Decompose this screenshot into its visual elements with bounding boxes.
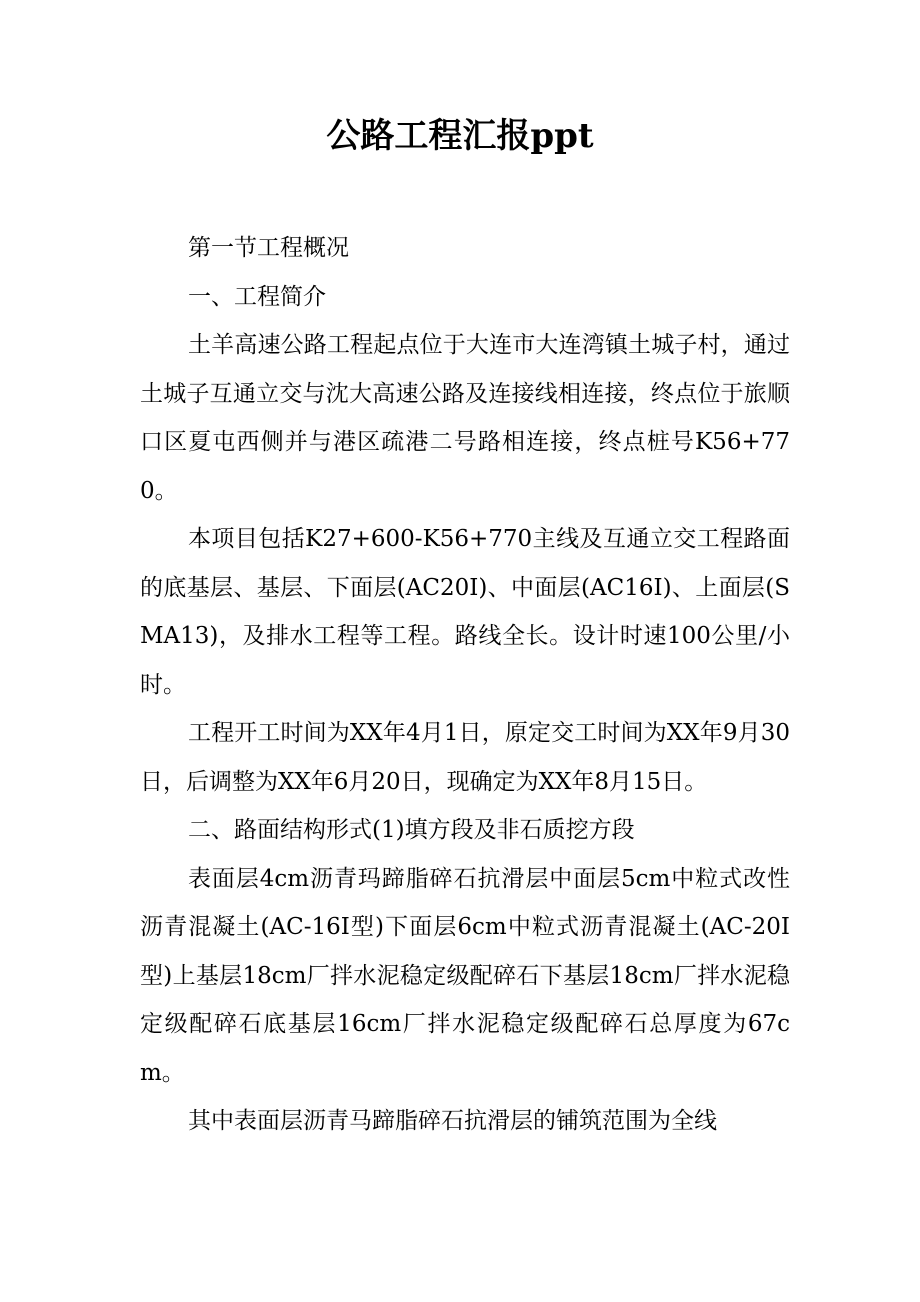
section-heading: 第一节工程概况 — [188, 235, 349, 261]
subsection-heading: 二、路面结构形式(1)填方段及非石质挖方段 — [188, 817, 635, 843]
document-title: 公路工程汇报ppt — [326, 116, 594, 156]
paragraph: 工程开工时间为XX年4月1日，原定交工时间为XX年9月30日，后调整为XX年6月20日，现确定为XX年8月15日。 — [140, 720, 790, 795]
paragraph: 土羊高速公路工程起点位于大连市大连湾镇土城子村，通过土城子互通立交与沈大高速公路及连接线相连接，终点位于旅顺口区夏屯西侧并与港区疏港二号路相连接，终点桩号K56+770。 — [140, 332, 790, 504]
paragraph: 本项目包括K27+600-K56+770主线及互通立交工程路面的底基层、基层、下面层(AC20I)、中面层(AC16I)、上面层(SMA13)，及排水工程等工程。路线全长。设计时速100公里/小时。 — [140, 526, 790, 698]
paragraph: 其中表面层沥青马蹄脂碎石抗滑层的铺筑范围为全线 — [188, 1108, 717, 1134]
paragraph: 表面层4cm沥青玛蹄脂碎石抗滑层中面层5cm中粒式改性沥青混凝土(AC-16I型)下面层6cm中粒式沥青混凝土(AC-20I型)上基层18cm厂拌水泥稳定级配碎石下基层18cm厂拌水泥稳定级配碎石底基层16cm厂拌水泥稳定级配碎石总厚度为67cm。 — [140, 865, 790, 1086]
document-body — [140, 224, 790, 1146]
subsection-heading: 一、工程简介 — [188, 283, 326, 310]
